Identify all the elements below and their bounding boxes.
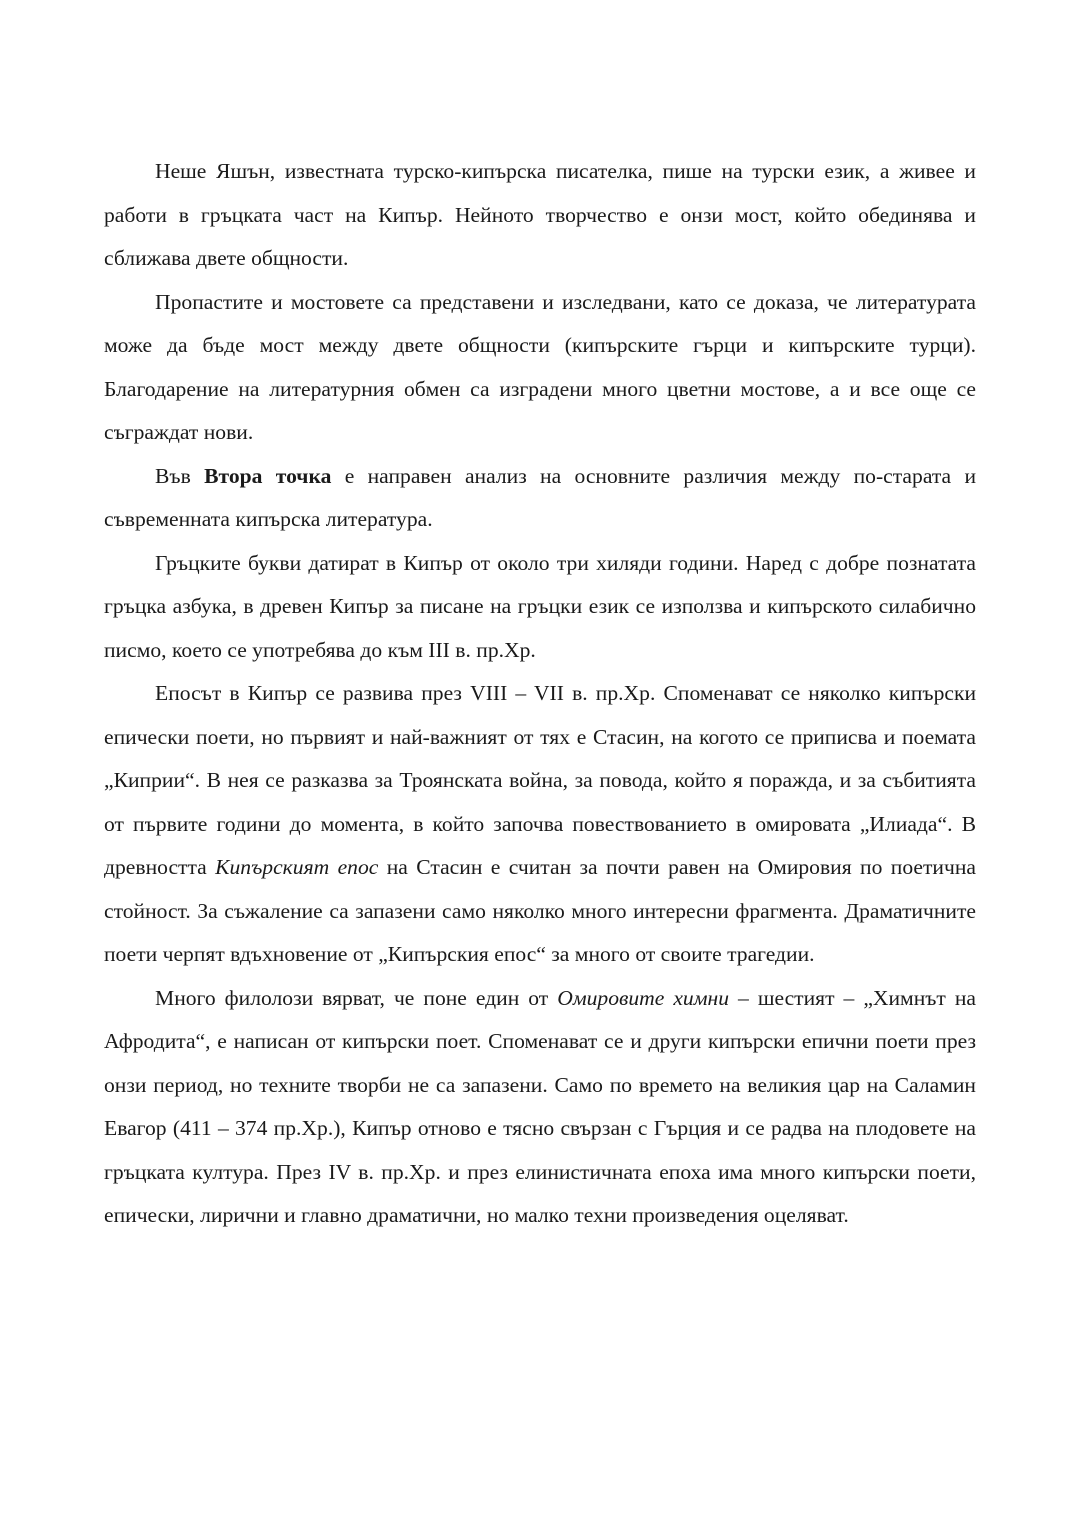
paragraph-3-text-b: е направен анализ на основните различия между по-старата и съвременната кипърска литература. xyxy=(104,463,977,531)
document-page xyxy=(104,150,976,1238)
paragraph-2 xyxy=(104,281,976,455)
paragraph-3-bold-term: Втора точка xyxy=(204,463,332,488)
paragraph-4-text: Гръцките букви датират в Кипър от около три хиляди години. Наред с добре познатата гръцка азбука, в древен Кипър за писане на гръцки език се използва и кипърското силабично писмо, което се употребява до към III в. пр.Хр. xyxy=(104,550,976,662)
paragraph-6-italic-term: Омировите химни xyxy=(557,985,730,1010)
paragraph-4 xyxy=(104,542,976,673)
paragraph-3-text-a: Във xyxy=(155,463,205,488)
paragraph-5-italic-term: Кипърският епос xyxy=(215,855,379,879)
paragraph-5-text-a: Епосът в Кипър се развива през VIII – VII в. пр.Хр. Споменават се няколко кипърски епически поети, но първият и най-важният от тях е Стасин, на когото се приписва и поемата „Киприи“. В нея се разказва за Троянската война, за повода, който я поражда, и за събитията от първите години до момента, в който започва повествованието в омировата „Илиада“. В древността xyxy=(104,681,976,879)
paragraph-2-text: Пропастите и мостовете са представени и изследвани, като се доказа, че литературата може да бъде мост между двете общности (кипърските гърци и кипърските турци). Благодарение на литературния обмен са изградени много цветни мостове, а и все още се съграждат нови. xyxy=(104,289,976,444)
paragraph-5 xyxy=(104,672,976,977)
paragraph-1 xyxy=(104,150,976,281)
paragraph-6 xyxy=(104,977,976,1238)
paragraph-6-text-b: – шестият – „Химнът на Афродита“, е написан от кипърски поет. Споменават се и други кипърски епични поети през онзи период, но техните творби не са запазени. Само по времето на великия цар на Саламин Евагор (411 – 374 пр.Хр.), Кипър отново е тясно свързан с Гърция и се радва на плодовете на гръцката култура. През IV в. пр.Хр. и през елинистичната епоха има много кипърски поети, епически, лирични и главно драматични, но малко техни произведения оцеляват. xyxy=(104,985,977,1227)
paragraph-3 xyxy=(104,455,976,542)
paragraph-1-text: Неше Яшън, известната турско-кипърска писателка, пише на турски език, а живее и работи в гръцката част на Кипър. Нейното творчество е онзи мост, който обединява и сближава двете общности. xyxy=(104,159,976,270)
paragraph-6-text-a: Много филолози вярват, че поне един от xyxy=(155,985,558,1010)
paragraph-5-text-b: на Стасин е считан за почти равен на Омировия по поетична стойност. За съжаление са запазени само няколко много интересни фрагмента. Драматичните поети черпят вдъхновение от „Кипърския епос“ за много от своите трагедии. xyxy=(104,855,976,966)
